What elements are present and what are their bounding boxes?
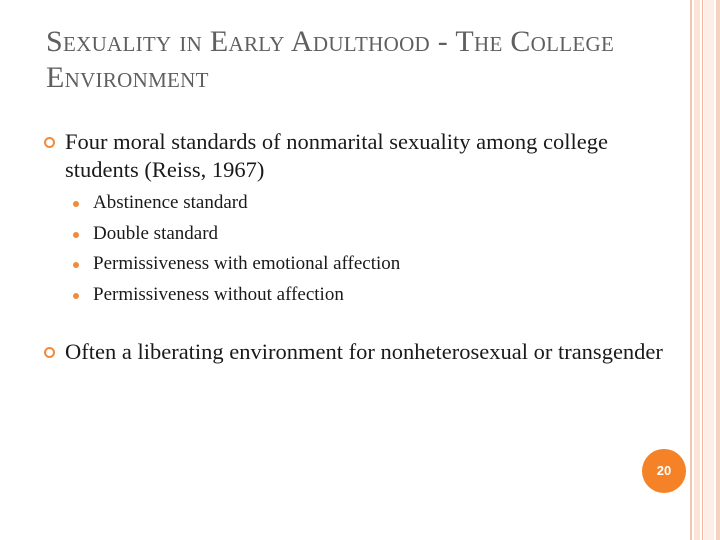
sub-bullet-item bbox=[65, 219, 664, 250]
dot-bullet-icon bbox=[73, 201, 79, 207]
sub-bullet-item bbox=[65, 249, 664, 280]
ring-bullet-icon bbox=[44, 137, 55, 148]
bullet-item bbox=[44, 128, 664, 310]
ring-bullet-icon bbox=[44, 347, 55, 358]
dot-bullet-icon bbox=[73, 262, 79, 268]
sub-bullet-list bbox=[65, 188, 664, 310]
sub-bullet-text: Abstinence standard bbox=[93, 192, 248, 213]
bullet-item bbox=[44, 338, 664, 366]
sub-bullet-text: Double standard bbox=[93, 222, 219, 244]
edge-stripe bbox=[716, 0, 720, 540]
bullet-list bbox=[44, 128, 664, 366]
edge-stripe bbox=[704, 0, 714, 540]
dot-bullet-icon bbox=[73, 232, 79, 238]
sub-bullet-text: Permissiveness with emotional affection bbox=[93, 253, 401, 274]
page-number-badge: 20 bbox=[642, 449, 686, 493]
edge-stripe bbox=[702, 0, 703, 540]
dot-bullet-icon bbox=[73, 293, 79, 299]
bullet-text: Often a liberating environment for nonheterosexual or transgender bbox=[65, 339, 663, 364]
sub-bullet-text: Permissiveness without affection bbox=[93, 283, 344, 305]
sub-bullet-item bbox=[65, 188, 664, 219]
edge-stripe bbox=[690, 0, 692, 540]
edge-stripe bbox=[694, 0, 700, 540]
bullet-text: Four moral standards of nonmarital sexuality among college students (Reiss, 1967) bbox=[65, 129, 608, 182]
sub-bullet-item bbox=[65, 280, 664, 311]
slide-title: Sexuality in Early Adulthood - The College Environment bbox=[46, 25, 615, 94]
